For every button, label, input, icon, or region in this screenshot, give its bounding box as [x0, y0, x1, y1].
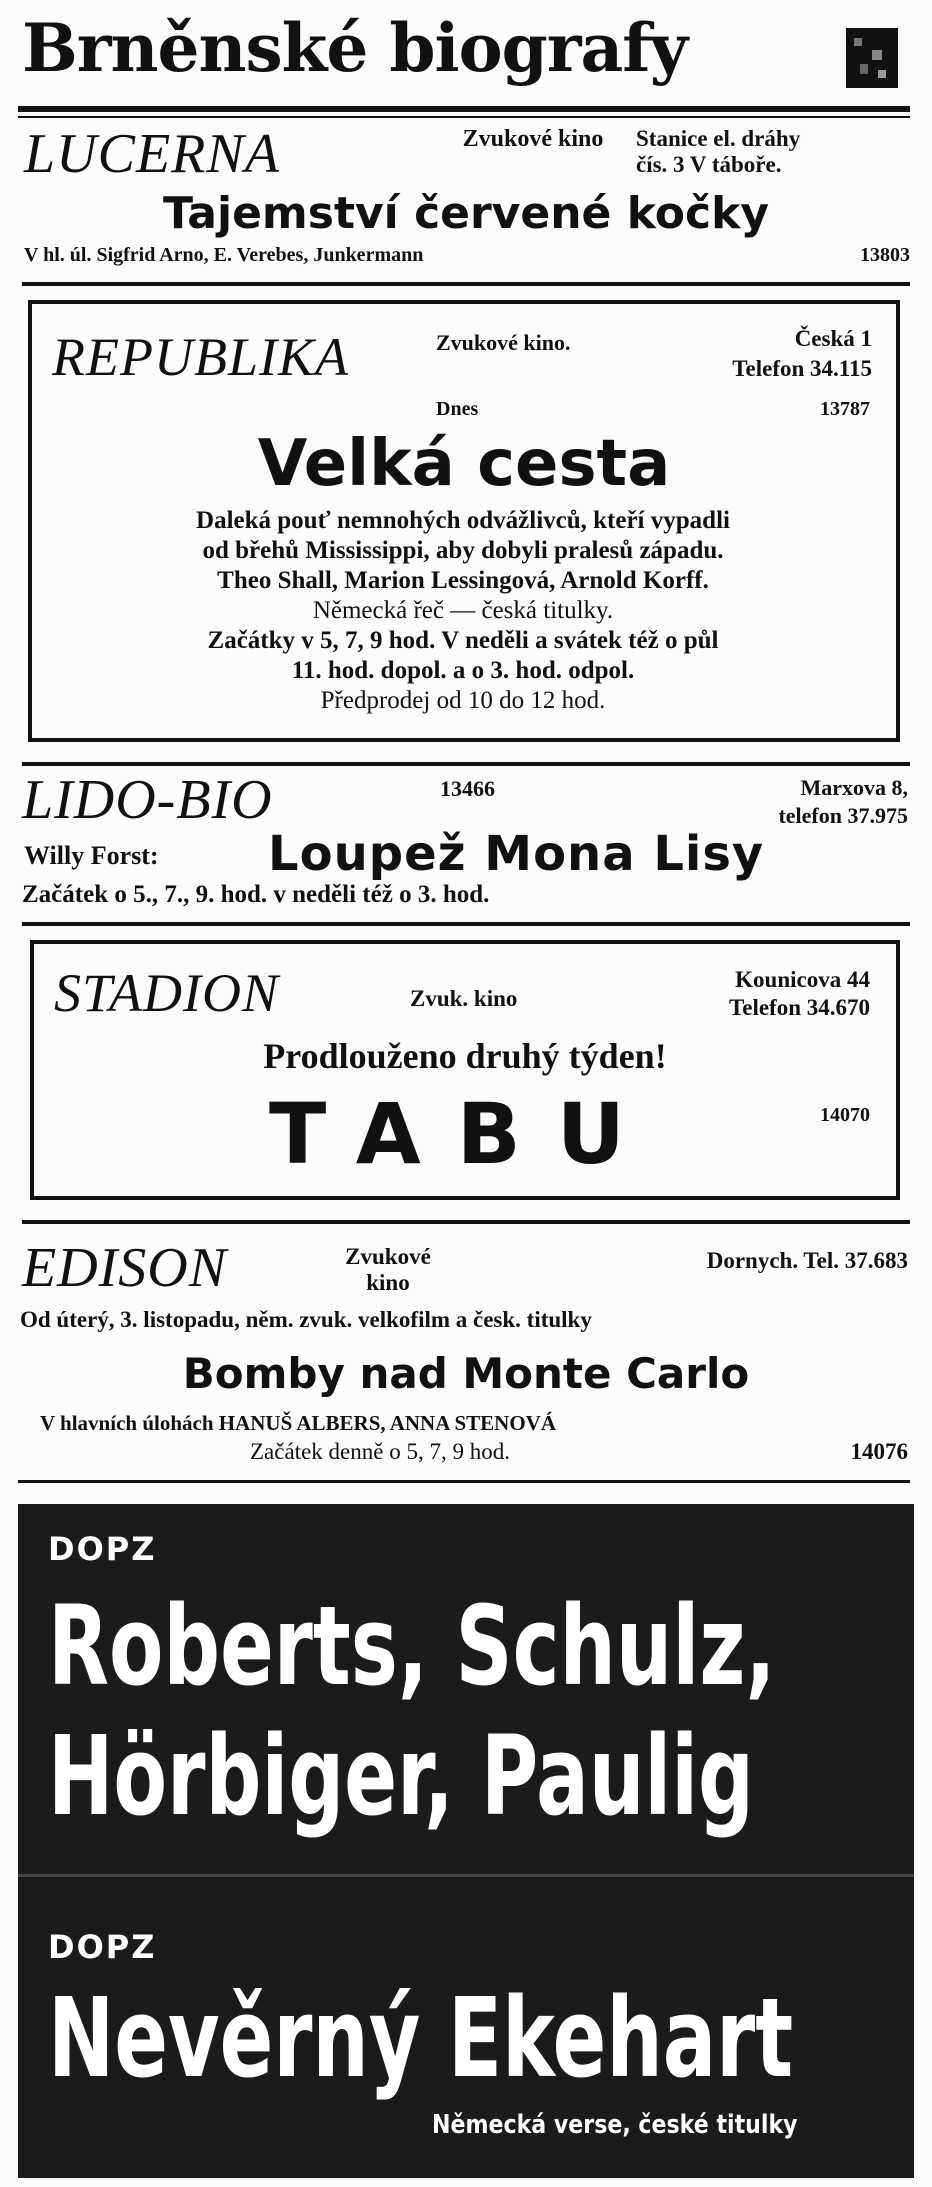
dopz-banner-2-note: Německá verse, české titulky: [432, 2110, 798, 2140]
republika-type: Zvukové kino.: [436, 330, 571, 355]
stadion-note: Prodlouženo druhý týden!: [263, 1036, 667, 1076]
dopz-banner-divider: [18, 1874, 914, 1877]
lido-ref: 13466: [440, 776, 495, 801]
stadion-film: TABU: [268, 1085, 662, 1183]
edison-film: Bomby nad Monte Carlo: [182, 1349, 750, 1398]
masthead-rule: [18, 106, 910, 112]
dopz-banner-1-line1: Roberts, Schulz,: [48, 1582, 776, 1710]
republika-times2: 11. hod. dopol. a o 3. hod. odpol.: [291, 657, 635, 684]
edison-type-line2: kino: [366, 1270, 410, 1295]
lido-rule: [22, 922, 910, 926]
masthead-title: Brněnské biografy: [22, 9, 688, 87]
lucerna-cast: V hl. úl. Sigfrid Arno, E. Verebes, Junkermann: [24, 244, 424, 266]
republika-today: Dnes: [436, 398, 479, 420]
dopz-banner-2: [18, 1874, 914, 2178]
masthead-rule-thin: [18, 116, 910, 118]
republika-ref: 13787: [820, 398, 870, 420]
edison-ref: 14076: [850, 1439, 908, 1464]
lucerna-type-text: Zvukové kino: [462, 126, 604, 152]
dopz-banner-2-line1: Nevěrný Ekehart: [48, 1974, 794, 2102]
republika-lang: Německá řeč — česká titulky.: [312, 597, 614, 624]
lucerna-address-line1: Stanice el. dráhy: [636, 126, 801, 151]
lucerna-address-line2: čís. 3 V táboře.: [636, 152, 782, 177]
republika-desc-line1: Daleká pouť nemnohých odvážlivců, kteří vypadli: [196, 507, 730, 534]
edison-cast: V hlavních úlohách HANUŠ ALBERS, ANNA STENOVÁ: [40, 1411, 557, 1435]
stadion-ref: 14070: [820, 1104, 870, 1126]
edison-address: Dornych. Tel. 37.683: [706, 1248, 908, 1273]
republika-film: Velká cesta: [257, 427, 671, 501]
republika-name: REPUBLIKA: [52, 327, 349, 387]
edison-name: EDISON: [22, 1237, 228, 1299]
stadion-address: [729, 966, 870, 1022]
stadion-phone: Telefon 34.670: [729, 995, 870, 1020]
lucerna-film: Tajemství červené kočky: [162, 188, 770, 239]
lido-address-street: Marxova 8,: [800, 775, 908, 800]
dopz-banner-1-label: DOPZ: [48, 1530, 157, 1568]
lucerna-address: [636, 126, 800, 178]
lido-film: Loupež Mona Lisy: [268, 826, 765, 882]
dopz-banner-2-label: DOPZ: [48, 1928, 157, 1966]
republika-address: [732, 324, 872, 384]
republika-description: [32, 506, 894, 716]
republika-rule: [22, 762, 910, 766]
edison-type-line1: Zvukové: [345, 1244, 431, 1269]
stadion-rule: [22, 1220, 910, 1224]
edison-times: Začátek denně o 5, 7, 9 hod.: [250, 1439, 510, 1464]
stadion-address-street: Kounicova 44: [735, 967, 870, 992]
lido-address: [778, 774, 908, 830]
republika-cast: Theo Shall, Marion Lessingová, Arnold Korff.: [217, 567, 709, 594]
emblem-icon: [846, 28, 898, 88]
dopz-banner-1: [18, 1504, 914, 1874]
lucerna-name: LUCERNA: [24, 123, 280, 185]
dopz-banner-1-line2: Hörbiger, Paulig: [48, 1712, 754, 1840]
lido-phone: telefon 37.975: [778, 803, 908, 828]
stadion-name: STADION: [54, 963, 280, 1023]
lucerna-ref: 13803: [860, 244, 910, 266]
edison-announce: Od úterý, 3. listopadu, něm. zvuk. velkofilm a česk. titulky: [20, 1307, 592, 1332]
republika-address-street: Česká 1: [794, 326, 872, 351]
republika-phone: Telefon 34.115: [732, 356, 872, 381]
masthead-emblem: [846, 28, 898, 88]
edison-rule: [18, 1480, 910, 1483]
lido-times: Začátek o 5., 7., 9. hod. v neděli též o 3. hod.: [22, 881, 490, 908]
stadion-type: Zvuk. kino: [410, 986, 518, 1011]
lucerna-rule: [22, 282, 910, 286]
republika-presale: Předprodej od 10 do 12 hod.: [320, 687, 606, 714]
lucerna-type: [448, 126, 618, 152]
lido-name: LIDO-BIO: [22, 769, 273, 831]
republika-times1: Začátky v 5, 7, 9 hod. V neděli a svátek též o půl: [207, 627, 719, 654]
lido-star: Willy Forst:: [24, 841, 159, 870]
republika-desc-line2: od břehů Mississippi, aby dobyli pralesů západu.: [202, 537, 724, 564]
edison-type: [318, 1244, 458, 1296]
